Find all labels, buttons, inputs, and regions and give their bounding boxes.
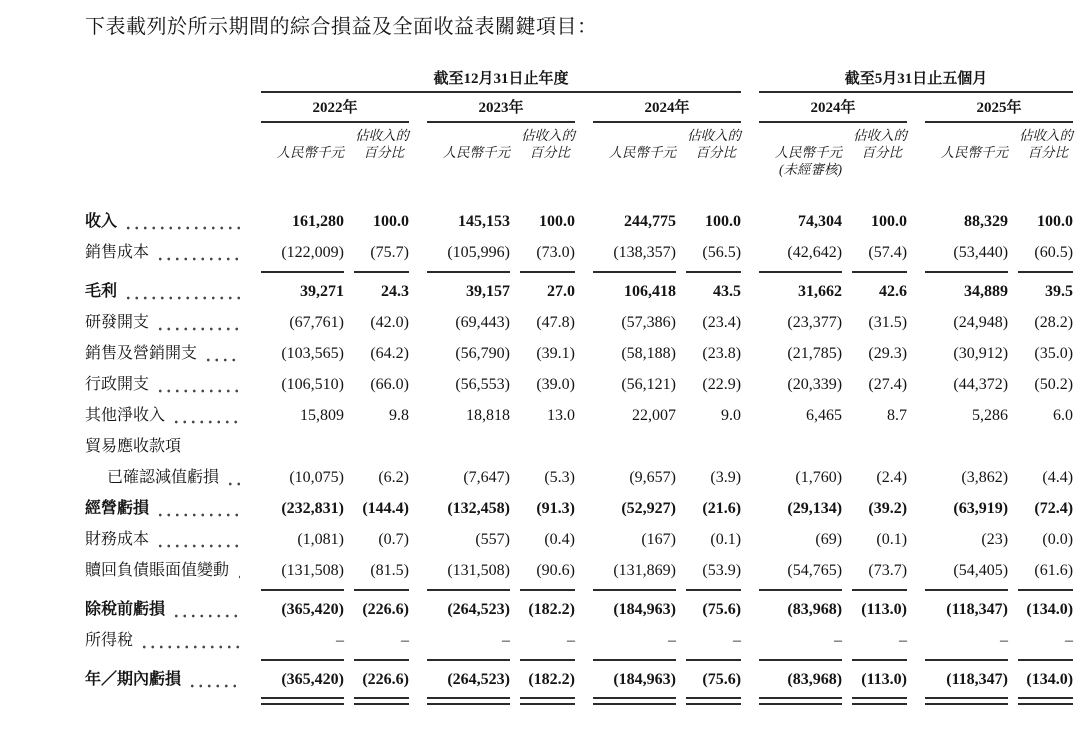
amount-cell: (58,188): [621, 345, 676, 362]
percent-cell: [510, 431, 575, 462]
amount-cell: (122,009): [281, 244, 344, 261]
percent-cell: (73.0): [536, 244, 575, 261]
table-body: [85, 206, 1073, 711]
dot-leader: [156, 500, 240, 524]
amount-cell: [243, 431, 344, 462]
table-row: [85, 338, 1073, 369]
column-header-amount: 人民幣千元: [276, 145, 344, 160]
percent-cell: –: [401, 632, 409, 649]
percent-cell: (23.8): [702, 345, 742, 362]
table-row: [85, 493, 1073, 524]
percent-cell: –: [733, 632, 742, 649]
percent-cell: (57.4): [868, 244, 908, 261]
percent-cell: (39.1): [536, 345, 575, 362]
amount-cell: –: [1000, 632, 1009, 649]
percent-cell: (23.4): [702, 314, 742, 331]
row-label: 銷售成本: [85, 244, 150, 261]
percent-cell: 8.7: [887, 407, 908, 424]
percent-cell: 9.8: [389, 407, 409, 424]
percent-cell: 27.0: [547, 283, 575, 300]
percent-cell: 9.0: [721, 407, 742, 424]
dot-leader: [156, 376, 240, 400]
percent-cell: (35.0): [1034, 345, 1074, 362]
percent-cell: 43.5: [713, 283, 742, 300]
year-rule: [741, 119, 907, 127]
column-header-amount: 人民幣千元: [442, 145, 510, 160]
row-label: 經營虧損: [85, 500, 150, 517]
column-header-percent: 佔收入的 百分比: [853, 128, 908, 160]
percent-cell: (53.9): [702, 562, 742, 579]
percent-cell: (134.0): [1026, 671, 1074, 688]
amount-cell: (118,347): [946, 671, 1009, 688]
column-header-percent: 佔收入的 百分比: [355, 128, 409, 160]
amount-cell: (184,963): [613, 671, 676, 688]
percent-cell: (31.5): [868, 314, 908, 331]
amount-cell: (131,869): [613, 562, 676, 579]
dot-leader: [172, 601, 240, 625]
percent-cell: (61.6): [1034, 562, 1074, 579]
amount-cell: 74,304: [798, 213, 843, 230]
amount-cell: (138,357): [613, 244, 676, 261]
amount-cell: –: [502, 632, 510, 649]
percent-cell: (60.5): [1034, 244, 1074, 261]
percent-cell: (113.0): [861, 671, 908, 688]
amount-cell: (56,121): [621, 376, 676, 393]
table-row: [85, 400, 1073, 431]
amount-cell: (7,647): [463, 469, 510, 486]
amount-cell: 31,662: [798, 283, 843, 300]
amount-cell: (20,339): [787, 376, 843, 393]
percent-cell: (182.2): [528, 671, 575, 688]
income-statement-table: [85, 69, 1073, 711]
amount-cell: 145,153: [458, 213, 510, 230]
amount-cell: (10,075): [289, 469, 344, 486]
section-rule-row: [85, 268, 1073, 276]
amount-cell: (184,963): [613, 601, 676, 618]
year-header-2025-interim: 2025年: [976, 100, 1022, 116]
row-label: 行政開支: [85, 376, 150, 393]
amount-cell: (83,968): [787, 601, 843, 618]
percent-cell: –: [899, 632, 908, 649]
amount-cell: (52,927): [621, 500, 676, 517]
dot-leader: [236, 562, 240, 586]
amount-cell: (106,510): [281, 376, 344, 393]
percent-cell: (3.9): [710, 469, 742, 486]
amount-cell: (23,377): [787, 314, 843, 331]
table-row: [85, 369, 1073, 400]
year-rule: [907, 119, 1073, 127]
percent-cell: (6.2): [378, 469, 409, 486]
percent-cell: 6.0: [1053, 407, 1074, 424]
amount-cell: (1,760): [795, 469, 843, 486]
percent-cell: (21.6): [702, 500, 742, 517]
percent-cell: (90.6): [536, 562, 575, 579]
amount-cell: 244,775: [624, 213, 676, 230]
amount-cell: (131,508): [281, 562, 344, 579]
total-rule-row: [85, 695, 1073, 711]
percent-cell: 100.0: [1037, 213, 1074, 230]
amount-cell: [575, 431, 676, 462]
table-row: [85, 276, 1073, 307]
table-row: [85, 462, 1073, 493]
row-label: 財務成本: [85, 531, 150, 548]
column-header-amount-unaudited: 人民幣千元 (未經審核): [741, 127, 842, 178]
dot-leader: [156, 244, 240, 268]
percent-cell: (39.0): [536, 376, 575, 393]
percent-cell: 24.3: [381, 283, 409, 300]
amount-cell: (232,831): [281, 500, 344, 517]
percent-cell: (81.5): [370, 562, 409, 579]
percent-cell: (0.0): [1042, 531, 1074, 548]
percent-cell: (64.2): [370, 345, 409, 362]
amount-cell: (30,912): [953, 345, 1009, 362]
percent-cell: (0.4): [544, 531, 575, 548]
group-rule: [243, 89, 741, 97]
amount-cell: (54,765): [787, 562, 843, 579]
percent-cell: (47.8): [536, 314, 575, 331]
percent-cell: (75.6): [702, 601, 742, 618]
unaudited-note: (未經審核): [779, 162, 843, 177]
amount-cell: (63,919): [953, 500, 1009, 517]
amount-cell: –: [668, 632, 676, 649]
row-label: 銷售及營銷開支: [85, 345, 198, 362]
percent-cell: 42.6: [879, 283, 908, 300]
percent-cell: –: [567, 632, 575, 649]
percent-cell: (39.2): [868, 500, 908, 517]
amount-cell: 22,007: [632, 407, 676, 424]
amount-cell: 34,889: [964, 283, 1009, 300]
amount-cell: [409, 431, 510, 462]
row-label: 毛利: [85, 283, 118, 300]
percent-cell: (29.3): [868, 345, 908, 362]
percent-cell: 100.0: [373, 213, 409, 230]
percent-cell: (182.2): [528, 601, 575, 618]
amount-cell: (264,523): [447, 601, 510, 618]
percent-cell: (75.7): [370, 244, 409, 261]
year-rule: [575, 119, 741, 127]
percent-cell: (2.4): [876, 469, 908, 486]
percent-cell: [842, 431, 907, 462]
amount-cell: 88,329: [964, 213, 1009, 230]
percent-cell: –: [1065, 632, 1074, 649]
percent-cell: (72.4): [1034, 500, 1074, 517]
percent-cell: (22.9): [702, 376, 742, 393]
percent-cell: (134.0): [1026, 601, 1074, 618]
table-row: [85, 524, 1073, 555]
dot-leader: [124, 213, 240, 237]
percent-cell: (73.7): [868, 562, 908, 579]
section-rule-row: [85, 656, 1073, 664]
amount-cell: 18,818: [466, 407, 510, 424]
amount-cell: (131,508): [447, 562, 510, 579]
table-header: [85, 69, 1073, 206]
percent-cell: [676, 431, 741, 462]
column-header-amount: 人民幣千元: [940, 145, 1009, 160]
percent-cell: (5.3): [544, 469, 575, 486]
amount-cell: (69,443): [455, 314, 510, 331]
amount-cell: –: [834, 632, 843, 649]
dot-leader: [156, 314, 240, 338]
percent-cell: (0.7): [378, 531, 409, 548]
percent-cell: 100.0: [705, 213, 742, 230]
column-header-percent: 佔收入的 百分比: [521, 128, 575, 160]
dot-leader: [188, 671, 240, 695]
amount-cell: (83,968): [787, 671, 843, 688]
amount-cell: (53,440): [953, 244, 1009, 261]
row-label: 收入: [85, 213, 118, 230]
column-header-amount: 人民幣千元: [608, 145, 676, 160]
amount-cell: 39,271: [300, 283, 344, 300]
year-header-2024-interim: 2024年: [810, 100, 856, 116]
dot-leader: [124, 283, 240, 307]
percent-cell: (28.2): [1034, 314, 1074, 331]
column-header-percent: 佔收入的 百分比: [1019, 128, 1074, 160]
year-header-2022: 2022年: [312, 100, 358, 116]
percent-cell: (226.6): [362, 671, 409, 688]
table-row: [85, 555, 1073, 586]
percent-cell: (27.4): [868, 376, 908, 393]
row-label: 所得稅: [85, 632, 134, 649]
percent-cell: (75.6): [702, 671, 742, 688]
percent-cell: (226.6): [362, 601, 409, 618]
year-header-2023: 2023年: [478, 100, 524, 116]
amount-cell: (264,523): [447, 671, 510, 688]
percent-cell: 39.5: [1045, 283, 1074, 300]
amount-cell: 39,157: [466, 283, 510, 300]
amount-cell: 5,286: [972, 407, 1009, 424]
row-label: 除稅前虧損: [85, 601, 166, 618]
percent-cell: [344, 431, 409, 462]
period-group-annual: 截至12月31日止年度: [433, 71, 569, 87]
percent-cell: (113.0): [861, 601, 908, 618]
table-row: [85, 307, 1073, 338]
table-row: [85, 625, 1073, 656]
table-row: [85, 206, 1073, 237]
table-row: [85, 594, 1073, 625]
percent-cell: (66.0): [370, 376, 409, 393]
amount-cell: –: [336, 632, 344, 649]
percent-cell: (4.4): [1042, 469, 1074, 486]
percent-cell: (56.5): [702, 244, 742, 261]
row-label: 研發開支: [85, 314, 150, 331]
amount-cell: (3,862): [961, 469, 1009, 486]
amount-cell: (23): [981, 531, 1009, 548]
percent-cell: [1008, 431, 1073, 462]
row-label: 貿易應收款項: [85, 438, 182, 455]
dot-leader: [172, 407, 240, 431]
amount-cell: (69): [815, 531, 843, 548]
year-header-2024: 2024年: [644, 100, 690, 116]
dot-leader: [156, 531, 240, 555]
amount-cell: (557): [475, 531, 510, 548]
amount-cell: 106,418: [624, 283, 676, 300]
amount-cell: (44,372): [953, 376, 1009, 393]
amount-cell: (9,657): [629, 469, 676, 486]
section-rule-row: [85, 586, 1073, 594]
amount-cell: 161,280: [292, 213, 344, 230]
amount-cell: (365,420): [281, 671, 344, 688]
amount-cell: (24,948): [953, 314, 1009, 331]
period-group-interim: 截至5月31日止五個月: [844, 71, 988, 87]
table-row: [85, 237, 1073, 268]
year-rule: [409, 119, 575, 127]
amount-cell: (132,458): [447, 500, 510, 517]
amount-cell: (56,553): [455, 376, 510, 393]
row-label: 贖回負債賬面值變動: [85, 562, 230, 579]
amount-cell: [907, 431, 1008, 462]
dot-leader: [140, 632, 240, 656]
row-label: 其他淨收入: [85, 407, 166, 424]
amount-cell: (167): [641, 531, 676, 548]
amount-cell: (21,785): [787, 345, 843, 362]
column-header-percent: 佔收入的 百分比: [687, 128, 742, 160]
amount-cell: (103,565): [281, 345, 344, 362]
amount-cell: (365,420): [281, 601, 344, 618]
amount-cell: [741, 431, 842, 462]
percent-cell: 13.0: [547, 407, 575, 424]
percent-cell: 100.0: [871, 213, 908, 230]
group-rule: [741, 89, 1073, 97]
percent-cell: 100.0: [539, 213, 575, 230]
amount-cell: (54,405): [953, 562, 1009, 579]
amount-cell: (29,134): [787, 500, 843, 517]
page-title: 下表載列於所示期間的綜合損益及全面收益表關鍵項目：: [85, 16, 598, 38]
dot-leader: [204, 345, 240, 369]
percent-cell: (91.3): [536, 500, 575, 517]
amount-cell: (56,790): [455, 345, 510, 362]
amount-cell: (105,996): [447, 244, 510, 261]
percent-cell: (0.1): [710, 531, 742, 548]
percent-cell: (144.4): [362, 500, 409, 517]
table-row: [85, 431, 1073, 462]
amount-cell: (1,081): [297, 531, 344, 548]
amount-cell: (67,761): [289, 314, 344, 331]
amount-cell: (118,347): [946, 601, 1009, 618]
amount-cell: (57,386): [621, 314, 676, 331]
year-rule: [243, 119, 409, 127]
amount-cell: 6,465: [806, 407, 843, 424]
percent-cell: (50.2): [1034, 376, 1074, 393]
table-row: [85, 664, 1073, 695]
amount-cell: (42,642): [787, 244, 843, 261]
percent-cell: (42.0): [370, 314, 409, 331]
amount-cell: 15,809: [300, 407, 344, 424]
row-label: 已確認減值虧損: [107, 469, 220, 486]
percent-cell: (0.1): [876, 531, 908, 548]
row-label: 年／期內虧損: [85, 671, 182, 688]
dot-leader: [226, 469, 240, 493]
